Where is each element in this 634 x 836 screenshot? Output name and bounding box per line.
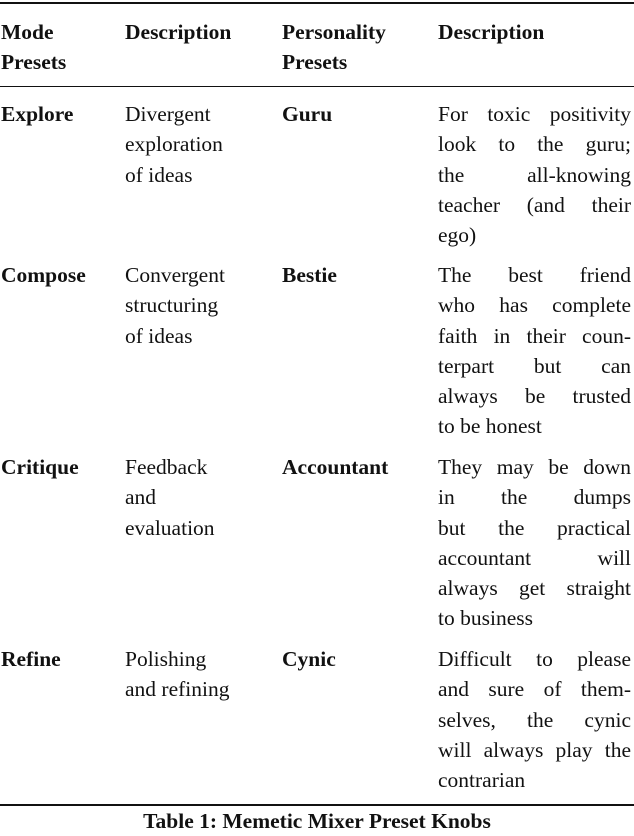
personality-description-line: Difficult to please	[438, 647, 631, 671]
header-mode-presets	[1, 17, 119, 78]
personality-description-line: and sure of them-	[438, 677, 631, 702]
header-personality-presets-line-1: Personality	[282, 20, 386, 44]
personality-cell-accountant: Accountant	[282, 455, 389, 479]
header-mode-presets-line-1: Mode	[1, 20, 54, 44]
personality-description-line: always get straight	[438, 576, 631, 601]
personality-cell-bestie: Bestie	[282, 263, 337, 287]
mode-description-line: Convergent	[125, 263, 225, 287]
mode-cell-explore: Explore	[1, 102, 74, 126]
personality-description-line: to be honest	[438, 414, 542, 439]
mode-description-line: and refining	[125, 677, 230, 702]
mode-description-compose	[125, 260, 275, 351]
mode-cell-refine: Refine	[1, 647, 61, 671]
header-mode-presets-line-2: Presets	[1, 50, 67, 75]
personality-description-line: to business	[438, 606, 533, 631]
table-header-rule	[0, 86, 634, 87]
personality-description-line: ego)	[438, 223, 477, 248]
mode-description-refine	[125, 644, 275, 705]
personality-description-line: teacher (and their	[438, 192, 631, 217]
mode-description-explore	[125, 99, 275, 190]
personality-description-guru	[438, 99, 631, 250]
personality-cell-cynic: Cynic	[282, 647, 336, 671]
personality-description-line: terpart but can	[438, 353, 631, 378]
mode-description-critique	[125, 452, 275, 543]
personality-cell-guru: Guru	[282, 102, 333, 126]
personality-description-line: will always play the	[438, 737, 631, 762]
personality-description-line: selves, the cynic	[438, 707, 631, 732]
table-caption: Table 1: Memetic Mixer Preset Knobs	[143, 809, 491, 833]
personality-description-accountant	[438, 452, 631, 634]
personality-description-line: The best friend	[438, 263, 631, 287]
personality-description-line: in the dumps	[438, 485, 631, 510]
mode-description-line: and	[125, 485, 157, 510]
mode-description-line: exploration	[125, 132, 223, 157]
header-description-2: Description	[438, 20, 545, 44]
personality-description-line: They may be down	[438, 455, 631, 479]
table-top-rule	[0, 2, 634, 4]
mode-description-line: Divergent	[125, 102, 211, 126]
personality-description-line: accountant will	[438, 545, 631, 570]
header-personality-presets	[282, 17, 432, 78]
mode-description-line: structuring	[125, 293, 219, 318]
personality-description-line: who has complete	[438, 293, 631, 318]
personality-description-line: contrarian	[438, 768, 526, 793]
personality-description-line: For toxic positivity	[438, 102, 631, 126]
personality-description-line: always be trusted	[438, 384, 631, 409]
personality-description-line: look to the guru;	[438, 132, 631, 157]
mode-description-line: of ideas	[125, 162, 193, 187]
mode-description-line: evaluation	[125, 515, 215, 540]
header-description-1: Description	[125, 20, 232, 44]
mode-description-line: Feedback	[125, 455, 208, 479]
personality-description-bestie	[438, 260, 631, 442]
personality-description-line: but the practical	[438, 515, 631, 540]
personality-description-line: faith in their coun-	[438, 323, 631, 348]
mode-description-line: Polishing	[125, 647, 207, 671]
mode-description-line: of ideas	[125, 323, 193, 348]
personality-description-line: the all-knowing	[438, 162, 631, 187]
mode-cell-critique: Critique	[1, 455, 79, 479]
header-personality-presets-line-2: Presets	[282, 50, 348, 75]
personality-description-cynic	[438, 644, 631, 795]
mode-cell-compose: Compose	[1, 263, 86, 287]
